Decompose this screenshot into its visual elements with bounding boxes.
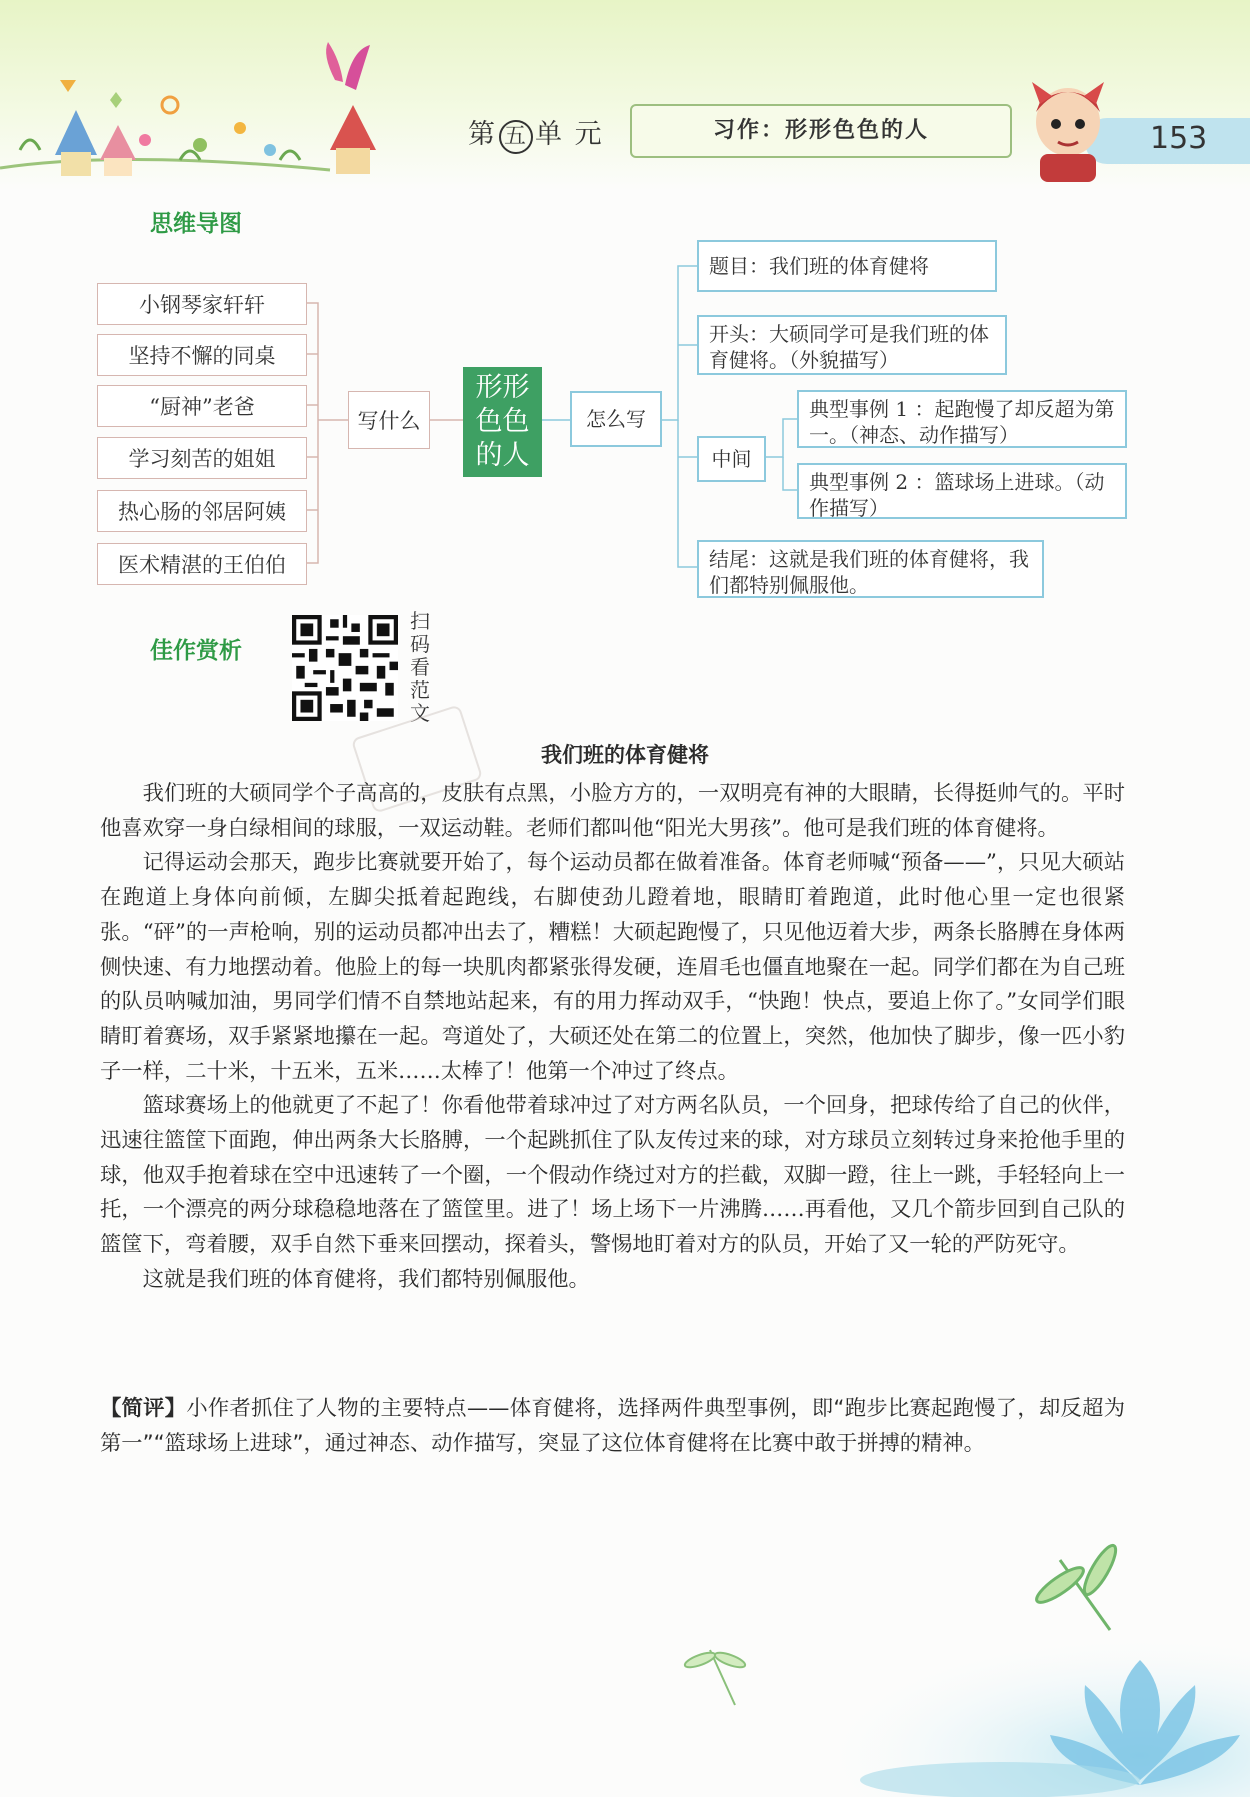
- unit-suffix: 单 元: [535, 119, 604, 150]
- person-box: 学习刻苦的姐姐: [97, 437, 307, 479]
- mascot-boy-icon: [1018, 72, 1118, 182]
- essay-paragraph: 篮球赛场上的他就更了不起了！你看他带着球冲过了对方两名队员，一个回身，把球传给了自己的伙伴，迅速往篮筐下面跑，伸出两条大长胳膊，一个起跳抓住了队友传过来的球，对方球员立刻转过身来抢他手里的球，他双手抱着球在空中迅速转了一个圈，一个假动作绕过对方的拦截，双脚一蹬，往上一跳，手轻轻向上一托，一个漂亮的两分球稳稳地落在了篮筐里。进了！场上场下一片沸腾……再看他，又几个箭步回到自己队的篮筐下，弯着腰，双手自然下垂来回摆动，探着头，警惕地盯着对方的队员，开始了又一轮的严防死守。: [100, 1093, 1125, 1258]
- comment-label: 【简评】: [100, 1396, 187, 1421]
- person-box: 坚持不懈的同桌: [97, 334, 307, 376]
- mindmap-center-node: 形形色色的人: [463, 367, 542, 477]
- what-to-write-node: 写什么: [348, 391, 430, 449]
- person-box: 小钢琴家轩轩: [97, 283, 307, 325]
- qr-code-icon[interactable]: [292, 615, 398, 721]
- comment-text: 小作者抓住了人物的主要特点——体育健将，选择两件典型事例，即“跑步比赛起跑慢了，却反超为第一”“篮球场上进球”，通过神态、动作描写，突显了这位体育健将在比赛中敢于拼搏的精神。: [100, 1396, 1125, 1456]
- how-to-write-node: 怎么写: [570, 391, 662, 447]
- unit-number: 五: [499, 120, 533, 154]
- lesson-title-scroll: [630, 104, 1012, 158]
- essay-paragraph: 记得运动会那天，跑步比赛就要开始了，每个运动员都在做着准备。体育老师喊“预备——”，只见大硕站在跑道上身体向前倾，左脚尖抵着起跑线，右脚使劲儿蹬着地，眼睛盯着跑道，此时他心里一定也很紧张。“砰”的一声枪响，别的运动员都冲出去了，糟糕！大硕起跑慢了，只见他迈着大步，两条长胳膊在身体两侧快速、有力地摆动着。他脸上的每一块肌肉都紧张得发硬，连眉毛也僵直地聚在一起。同学们都在为自己班的队员呐喊加油，男同学们情不自禁地站起来，有的用力挥动双手，“快跑！快点，要追上你了。”女同学们眼睛盯着赛场，双手紧紧地攥在一起。弯道处了，大硕还处在第二的位置上，突然，他加快了脚步，像一匹小豹子一样，二十米，十五米，五米……太棒了！他第一个冲过了终点。: [100, 850, 1125, 1084]
- title-node: 题目：我们班的体育健将: [697, 240, 997, 292]
- essay-body: [100, 777, 1125, 1298]
- page-number: 153: [1150, 121, 1208, 156]
- essay-paragraph: 我们班的大硕同学个子高高的，皮肤有点黑，小脸方方的，一双明亮有神的大眼睛，长得挺帅气的。平时他喜欢穿一身白绿相间的球服，一双运动鞋。老师们都叫他“阳光大男孩”。他可是我们班的体育健将。: [100, 781, 1125, 841]
- example-2-node: 典型事例 2 ：篮球场上进球。（动作描写）: [797, 463, 1127, 519]
- lotus-dragonfly-illustration: [0, 1530, 1250, 1797]
- essay-section-title: 佳作赏析: [150, 638, 242, 664]
- essay-title: 我们班的体育健将: [541, 743, 709, 767]
- unit-label: [468, 112, 604, 154]
- qr-caption: 扫码看范文: [410, 609, 430, 725]
- brief-comment: [100, 1392, 1125, 1461]
- example-1-node: 典型事例 1 ：起跑慢了却反超为第一。（神态、动作描写）: [797, 390, 1127, 448]
- page-header: [0, 0, 1250, 190]
- mindmap-section-title: 思维导图: [150, 211, 242, 237]
- person-box: 热心肠的邻居阿姨: [97, 490, 307, 532]
- person-box: “厨神”老爸: [97, 385, 307, 427]
- essay-paragraph: 这就是我们班的体育健将，我们都特别佩服他。: [142, 1266, 590, 1292]
- person-box: 医术精湛的王伯伯: [97, 543, 307, 585]
- ending-node: 结尾：这就是我们班的体育健将，我们都特别佩服他。: [697, 540, 1044, 598]
- middle-node: 中间: [697, 436, 766, 482]
- opening-node: 开头：大硕同学可是我们班的体育健将。（外貌描写）: [697, 315, 1007, 375]
- lesson-title: 习作：形形色色的人: [712, 118, 929, 143]
- flower-garden-illustration: [0, 42, 376, 176]
- unit-prefix: 第: [468, 119, 497, 150]
